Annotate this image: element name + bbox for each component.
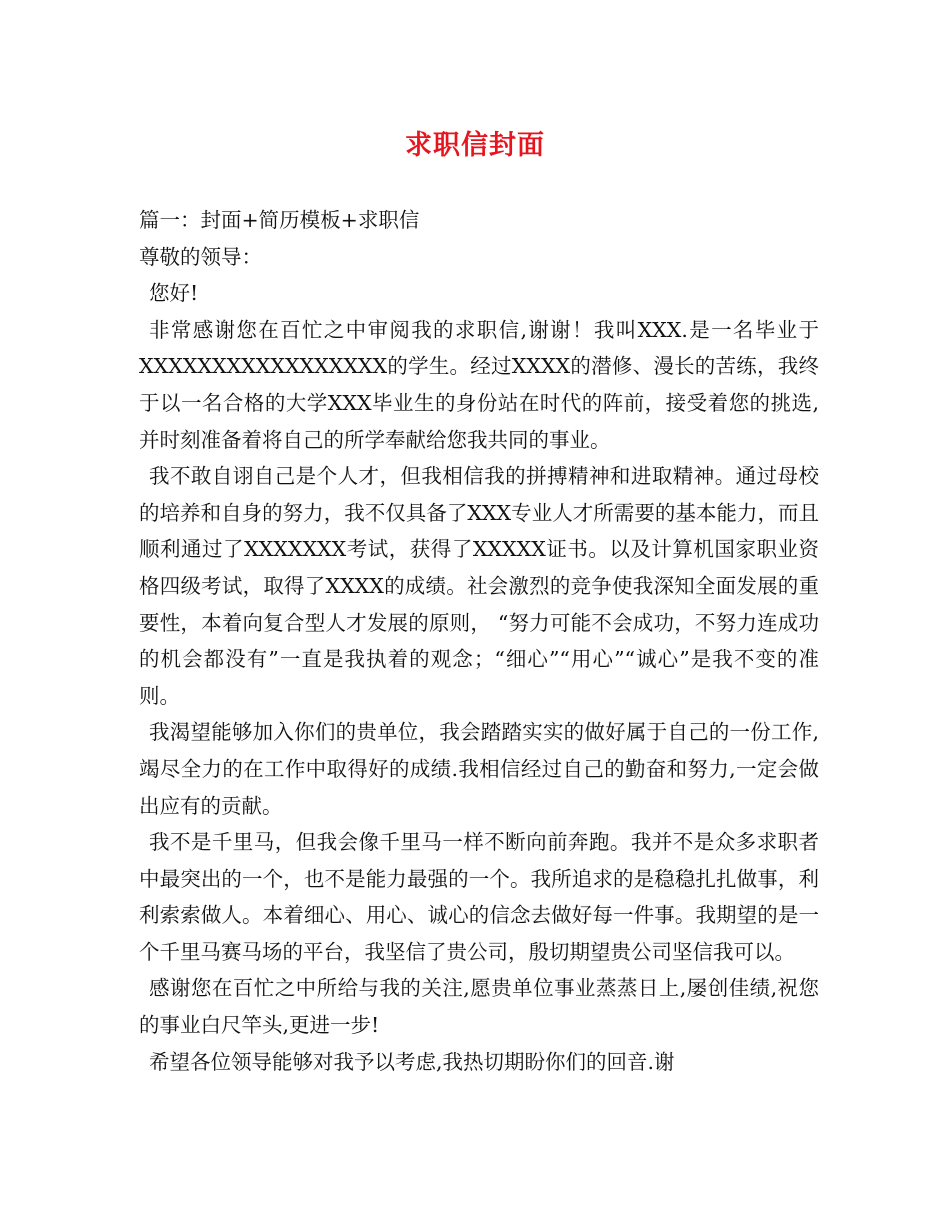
salutation: 尊敬的领导：	[139, 244, 262, 269]
paragraph-abilities: 我不敢自诩自己是个人才，但我相信我的拼搏精神和进取精神。通过母校的培养和自身的努力，我不仅具备了XXX专业人才所需要的基本能力，而且顺利通过了XXXXXXX考试，获得了XXXXX证书。以及计算机国家职业资格四级考试，取得了XXXX的成绩。社会激烈的竞争使我深知全面发展的重要性，本着向复合型人才发展的原则， “努力可能不会成功，不努力连成功的机会都没有”一直是我执着的观念；“细心”“用心”“诚心”是我不变的准则。	[139, 464, 819, 708]
document-title: 求职信封面	[405, 130, 545, 161]
paragraph-aspiration: 我渴望能够加入你们的贵单位，我会踏踏实实的做好属于自己的一份工作,竭尽全力的在工作中取得好的成绩.我相信经过自己的勤奋和努力,一定会做出应有的贡献。	[139, 720, 819, 818]
paragraph-thanks: 感谢您在百忙之中所给与我的关注,愿贵单位事业蒸蒸日上,屡创佳绩,祝您的事业白尺竿头,更进一步!	[139, 976, 819, 1038]
paragraph-closing: 希望各位领导能够对我予以考虑,我热切期盼你们的回音.谢	[149, 1049, 675, 1074]
paragraph-character: 我不是千里马，但我会像千里马一样不断向前奔跑。我并不是众多求职者中最突出的一个，也不是能力最强的一个。我所追求的是稳稳扎扎做事，利利索索做人。本着细心、用心、诚心的信念去做好每一件事。我期望的是一个千里马赛马场的平台，我坚信了贵公司，殷切期望贵公司坚信我可以。	[139, 830, 819, 964]
greeting: 您好!	[149, 281, 199, 306]
document-body	[139, 202, 819, 1080]
paragraph-intro: 非常感谢您在百忙之中审阅我的求职信,谢谢！我叫XXX.是一名毕业于XXXXXXXXXXXXXXXXX的学生。经过XXXX的潜修、漫长的苦练，我终于以一名合格的大学XXX毕业生的身份站在时代的阵前，接受着您的挑选,并时刻准备着将自己的所学奉献给您我共同的事业。	[139, 317, 819, 452]
section-heading: 篇一：封面+简历模板+求职信	[139, 208, 420, 232]
